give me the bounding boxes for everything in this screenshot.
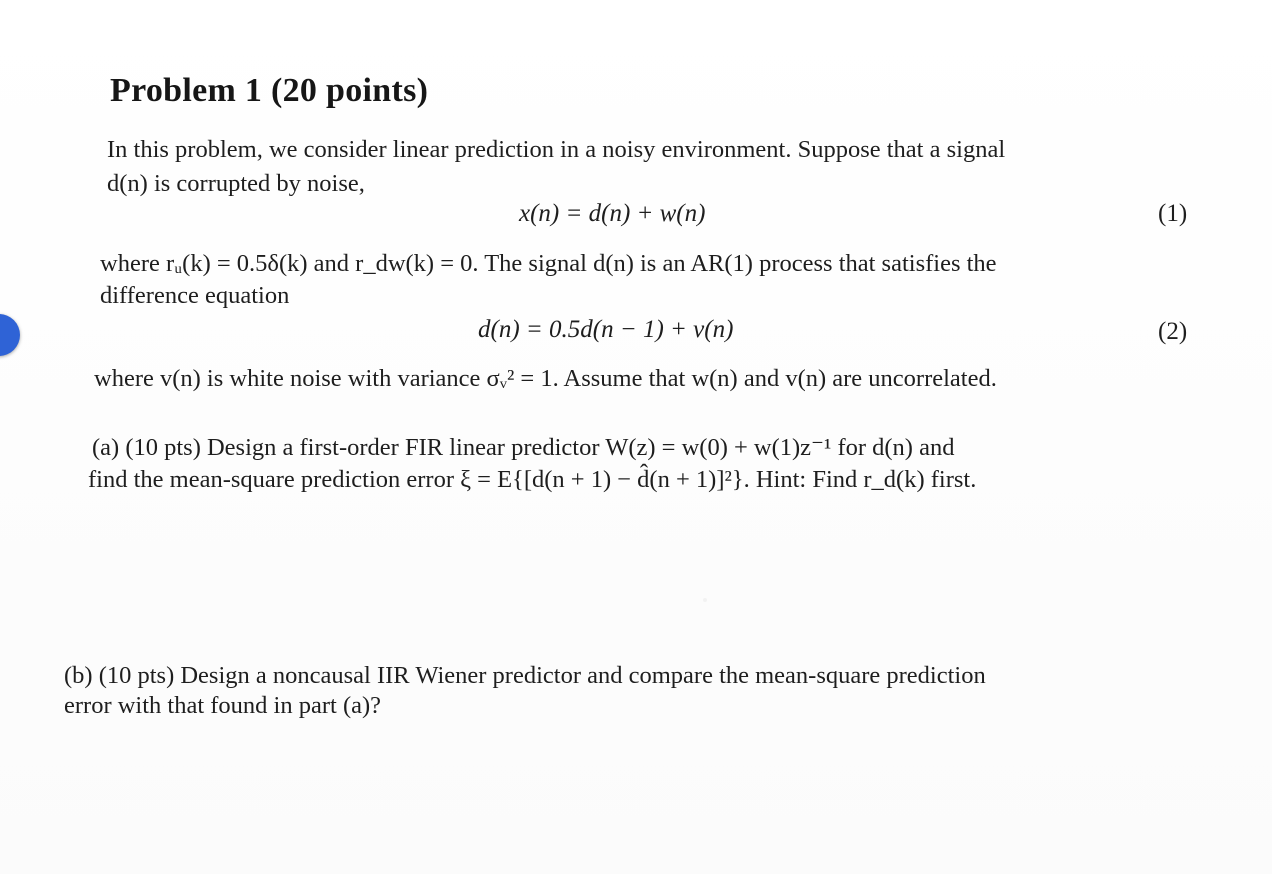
scan-speck <box>703 598 707 602</box>
problem-title: Problem 1 (20 points) <box>110 72 429 109</box>
part-b-line-2: error with that found in part (a)? <box>64 692 382 719</box>
where-line-1: where rᵤ(k) = 0.5δ(k) and r_dw(k) = 0. The signal d(n) is an AR(1) process that satisfies the <box>100 250 997 277</box>
part-a-line-1: (a) (10 pts) Design a first-order FIR linear predictor W(z) = w(0) + w(1)z⁻¹ for d(n) and <box>92 434 955 461</box>
part-b-line-1: (b) (10 pts) Design a noncausal IIR Wiener predictor and compare the mean-square prediction <box>64 662 986 689</box>
where-line-2: difference equation <box>100 282 290 309</box>
part-a-line-2: find the mean-square prediction error ξ = E{[d(n + 1) − d̂(n + 1)]²}. Hint: Find r_d(k) first. <box>88 466 977 493</box>
equation-2: d(n) = 0.5d(n − 1) + v(n) <box>478 316 734 343</box>
equation-2-number: (2) <box>1158 318 1188 345</box>
intro-line-2: d(n) is corrupted by noise, <box>107 170 365 197</box>
intro-line-1: In this problem, we consider linear prediction in a noisy environment. Suppose that a signal <box>107 136 1006 163</box>
equation-1: x(n) = d(n) + w(n) <box>519 200 706 227</box>
side-navigation-dot[interactable] <box>0 314 20 356</box>
equation-1-number: (1) <box>1158 200 1188 227</box>
noise-description-line: where v(n) is white noise with variance σᵥ² = 1. Assume that w(n) and v(n) are uncorrelated. <box>94 365 997 392</box>
